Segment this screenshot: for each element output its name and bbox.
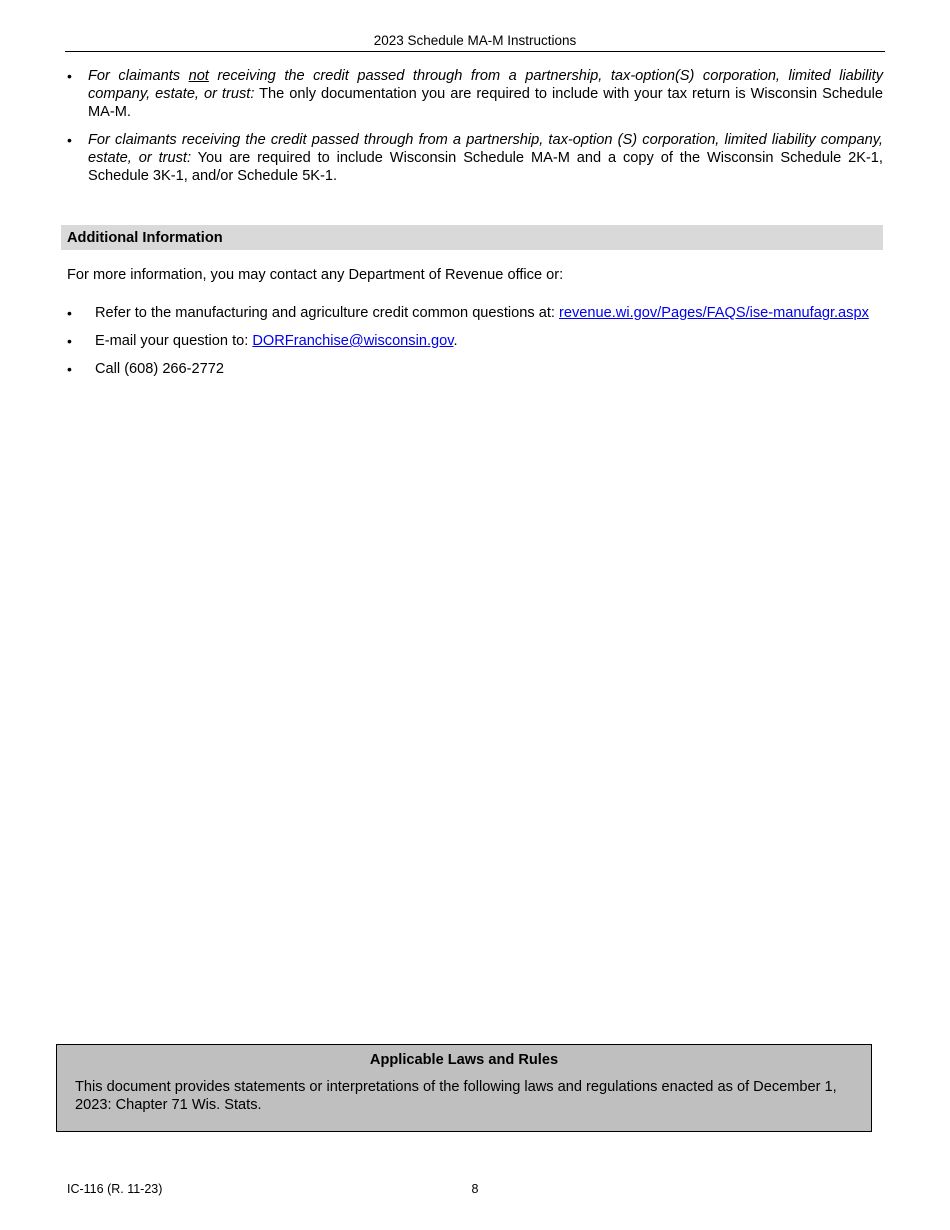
contact-options-list [0,304,869,378]
bullet-icon: • [67,333,72,349]
email-link[interactable]: DORFranchise@wisconsin.gov [252,333,454,349]
email-text: E-mail your question to: [95,333,253,349]
laws-text: This document provides statements or interpretations of the following laws and regulations enacted as of December 1, 2023: Chapter 71 Wis. Stats. [75,1079,837,1113]
phone-text: Call (608) 266-2772 [95,361,224,377]
intro-paragraph: For more information, you may contact any Department of Revenue office or: [67,267,564,283]
list-item [67,304,883,322]
bullet-icon: • [67,361,72,377]
email-suffix: . [453,333,458,349]
faq-text: Refer to the manufacturing and agriculture credit common questions at: [95,305,559,321]
section-heading: Additional Information [67,230,223,246]
bullet-icon: • [67,305,72,321]
list-item [67,67,883,121]
claimant-body-text: You are required to include Wisconsin Schedule MA-M and a copy of the Wisconsin Schedule 2K-1, Schedule 3K-1, and/or Schedule 5K-1. [88,150,883,184]
claimant-documentation-list [0,67,883,185]
section-heading-bar [61,225,883,250]
claimant-lead-emphasis: not [188,68,209,84]
faq-link[interactable]: revenue.wi.gov/Pages/FAQS/ise-manufagr.aspx [559,305,869,321]
list-item [67,360,883,378]
footer-form-id: IC-116 (R. 11-23) [67,1182,163,1196]
bullet-icon: • [67,132,72,148]
page-number: 8 [471,1182,479,1196]
claimant-lead-end: receiving the credit passed through from a partnership, tax-option(S) corporation, limited liability company, estate, or trust: [88,68,883,102]
claimant-lead-start: For claimants [88,68,189,84]
bullet-icon: • [67,68,72,84]
list-item [67,131,883,185]
laws-title: Applicable Laws and Rules [369,1052,559,1068]
page-header: 2023 Schedule MA-M Instructions [65,32,885,52]
list-item [67,332,883,350]
applicable-laws-box [56,1044,872,1132]
claimant-lead-text: For claimants receiving the credit passed through from a partnership, tax-option (S) corporation, limited liability company, estate, or trust: [88,132,883,166]
claimant-body-text: The only documentation you are required to include with your tax return is Wisconsin Schedule MA-M. [88,86,883,120]
